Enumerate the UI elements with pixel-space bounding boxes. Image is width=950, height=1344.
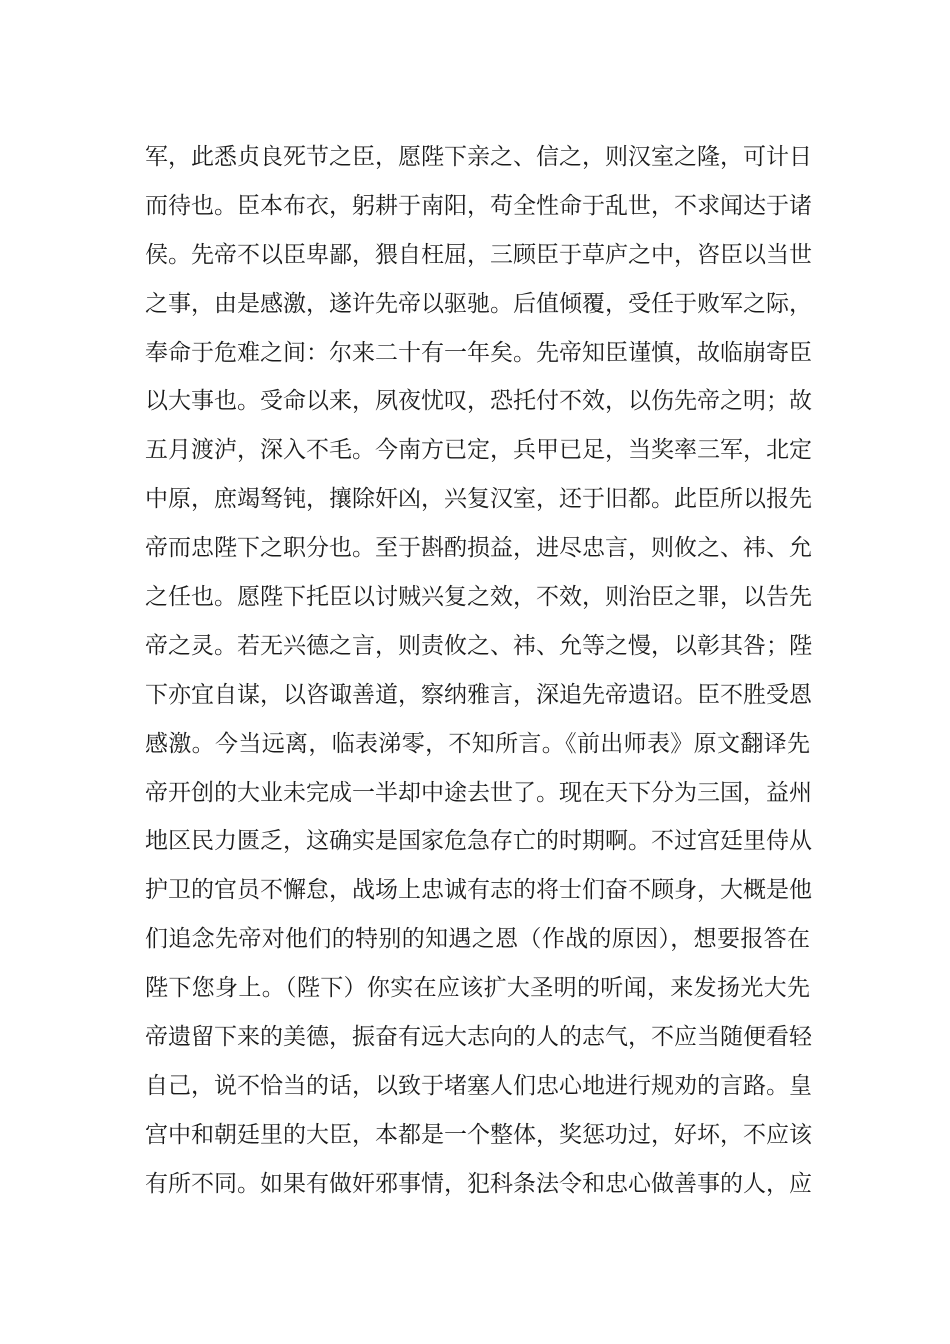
text-line: 宫中和朝廷里的大臣，本都是一个整体，奖惩功过，好坏，不应该	[145, 1121, 812, 1148]
text-line: 感激。今当远离，临表涕零，不知所言。《前出师表》原文翻译先	[145, 730, 810, 757]
text-line: 之事，由是感激，遂许先帝以驱驰。后值倾覆，受任于败军之际，	[145, 290, 812, 317]
text-line: 自己，说不恰当的话，以致于堵塞人们忠心地进行规劝的言路。皇	[145, 1072, 812, 1099]
text-line: 帝开创的大业未完成一半却中途去世了。现在天下分为三国，益州	[145, 779, 812, 806]
text-line: 之任也。愿陛下托臣以讨贼兴复之效，不效，则治臣之罪，以告先	[145, 584, 812, 611]
text-line: 陛下您身上。（陛下）你实在应该扩大圣明的听闻，来发扬光大先	[145, 975, 810, 1002]
text-line: 帝之灵。若无兴德之言，则责攸之、祎、允等之慢，以彰其咎；陛	[145, 632, 812, 659]
body-text	[145, 133, 810, 1209]
text-line: 中原，庶竭驽钝，攘除奸凶，兴复汉室，还于旧都。此臣所以报先	[145, 486, 812, 513]
text-line: 五月渡泸，深入不毛。今南方已定，兵甲已足，当奖率三军，北定	[145, 437, 812, 464]
text-line: 帝而忠陛下之职分也。至于斟酌损益，进尽忠言，则攸之、祎、允	[145, 535, 812, 562]
text-line: 地区民力匮乏，这确实是国家危急存亡的时期啊。不过宫廷里侍从	[145, 828, 812, 855]
text-line: 有所不同。如果有做奸邪事情，犯科条法令和忠心做善事的人，应	[145, 1170, 812, 1197]
text-line: 以大事也。受命以来，夙夜忧叹，恐托付不效，以伤先帝之明；故	[145, 388, 812, 415]
text-line: 下亦宜自谋，以咨诹善道，察纳雅言，深追先帝遗诏。臣不胜受恩	[145, 681, 812, 708]
text-line: 侯。先帝不以臣卑鄙，猥自枉屈，三顾臣于草庐之中，咨臣以当世	[145, 241, 812, 268]
text-line: 奉命于危难之间：尔来二十有一年矣。先帝知臣谨慎，故临崩寄臣	[145, 339, 812, 366]
text-line: 们追念先帝对他们的特别的知遇之恩（作战的原因），想要报答在	[145, 926, 810, 953]
text-line: 护卫的官员不懈怠，战场上忠诚有志的将士们奋不顾身，大概是他	[145, 877, 812, 904]
text-line: 而待也。臣本布衣，躬耕于南阳，苟全性命于乱世，不求闻达于诸	[145, 192, 812, 219]
text-line: 帝遗留下来的美德，振奋有远大志向的人的志气，不应当随便看轻	[145, 1024, 812, 1051]
text-line: 军，此悉贞良死节之臣，愿陛下亲之、信之，则汉室之隆，可计日	[145, 144, 812, 170]
